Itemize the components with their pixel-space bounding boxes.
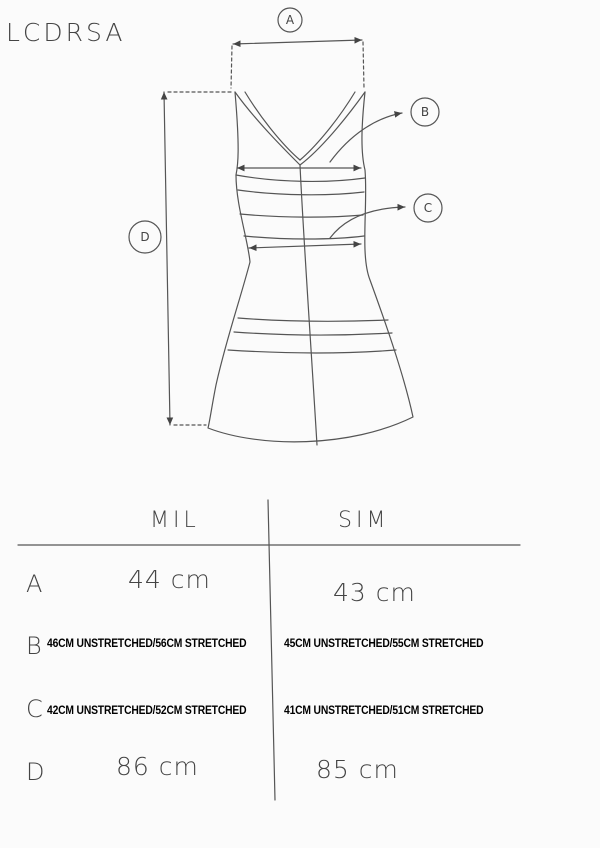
neckline	[235, 92, 365, 165]
value-d-mil: 86 cm	[116, 752, 199, 781]
value-c-mil: 42CM UNSTRETCHED/52CM STRETCHED	[47, 703, 247, 717]
center-seam	[300, 165, 317, 445]
label-a: A	[285, 13, 295, 27]
product-code: LCDRSA	[6, 18, 126, 47]
row-label-c: C	[26, 695, 45, 723]
arrow-d	[164, 92, 170, 425]
row-label-d: D	[26, 758, 47, 786]
row-label-b: B	[26, 632, 44, 660]
column-header-sim: SIM	[338, 508, 390, 533]
value-d-sim: 85 cm	[316, 755, 399, 784]
column-header-mil: MIL	[150, 508, 200, 533]
value-a-sim: 43 cm	[333, 578, 416, 607]
arrow-a	[233, 40, 362, 44]
label-d: D	[140, 230, 150, 244]
value-b-mil: 46CM UNSTRETCHED/56CM STRETCHED	[47, 636, 247, 650]
value-b-sim: 45CM UNSTRETCHED/55CM STRETCHED	[284, 636, 484, 650]
label-b: B	[420, 105, 430, 119]
value-c-sim: 41CM UNSTRETCHED/51CM STRETCHED	[284, 703, 484, 717]
row-label-a: A	[26, 570, 45, 598]
value-a-mil: 44 cm	[128, 565, 211, 594]
label-c: C	[423, 201, 433, 215]
dress-outline	[208, 92, 413, 442]
